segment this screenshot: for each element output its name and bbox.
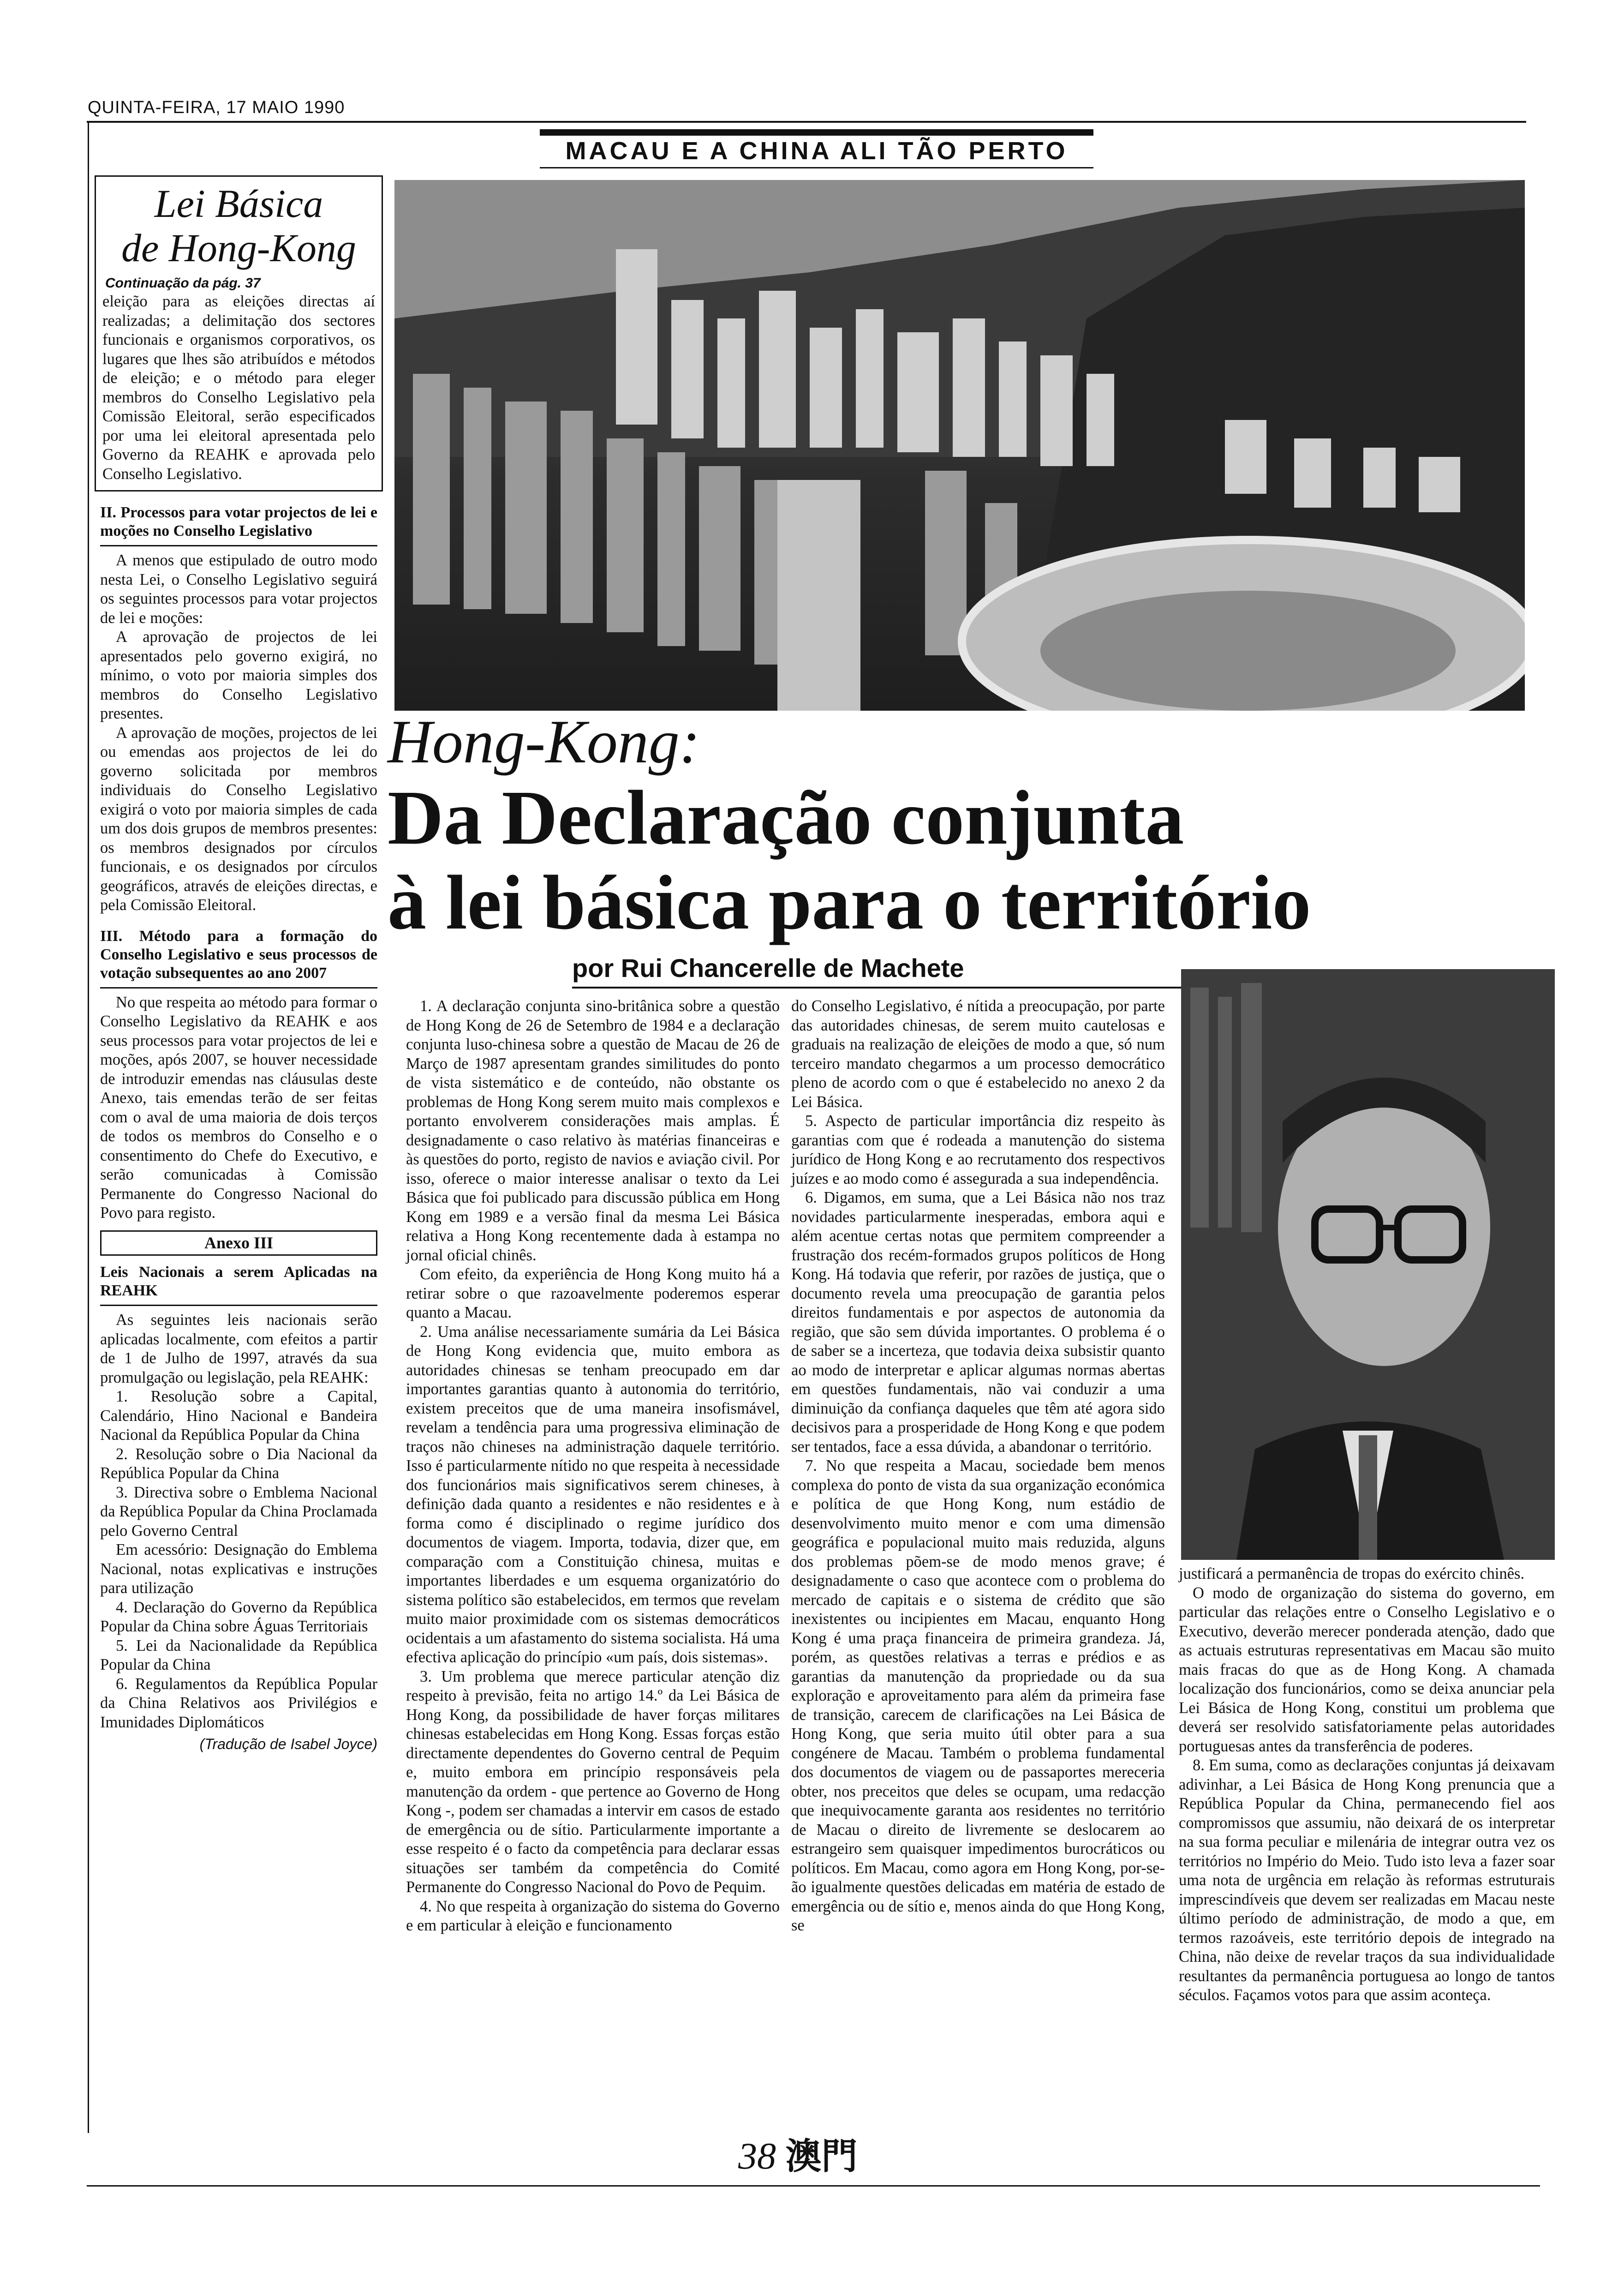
article-paragraph: justificará a permanência de tropas do exército chinês.	[1179, 1565, 1525, 1582]
article-headline	[388, 775, 1449, 945]
article-paragraph: 8. Em suma, como as declarações conjuntas já deixavam adivinhar, a Lei Básica de Hong Kong prenuncia que a República Popular da China, permanecendo fiel aos compromissos que assumiu, não deixará de os interpretar na sua forma peculiar e milenária de integrar outra vez os territórios no Império do Meio. Tudo isto leva a fazer soar uma nota de urgência em relação às reformas estruturais imprescindíveis que devem ser realizadas em Macau neste último período de administração, de modo a que, em termos razoáveis, este território depois de integrado na China, não deixe de revelar traços da sua individualidade resultantes da permanência portuguesa ao longo de tantos séculos. Façamos votos para que assim aconteça.	[1179, 1756, 1555, 2004]
annex-item: 4. Declaração do Governo da República Popular da China sobre Águas Territoriais	[100, 1598, 377, 1635]
article-column-3	[1179, 1564, 1555, 2095]
article-column-1	[406, 997, 780, 2091]
annex-item: 2. Resolução sobre o Dia Nacional da República Popular da China	[100, 1445, 377, 1482]
article-paragraph: 5. Aspecto de particular importância diz respeito às garantias com que é rodeada a manutenção do sistema jurídico de Hong Kong e ao recrutamento dos respectivos juízes e ao modo como é assegurada a sua independência.	[791, 1112, 1165, 1187]
annex-item: Em acessório: Designação do Emblema Nacional, notas explicativas e instruções para utilização	[100, 1541, 377, 1597]
section-title: MACAU E A CHINA ALI TÃO PERTO	[540, 137, 1093, 168]
article-paragraph: do Conselho Legislativo, é nítida a preocupação, por parte das autoridades chinesas, de serem muito cautelosas e graduais na realização de eleições de modo a que, só num terceiro mandato chegarmos a um processo democrático pleno de acordo com o que é estabelecido no anexo 2 da Lei Básica.	[791, 997, 1165, 1111]
annex-intro: As seguintes leis nacionais serão aplicadas localmente, com efeitos a partir de 1 de Julho de 1997, através da sua promulgação ou legislação, pela REAHK:	[100, 1311, 377, 1386]
continuation-note: Continuação da pág. 37	[105, 276, 261, 291]
article-paragraph: 3. Um problema que merece particular atenção diz respeito à previsão, feita no artigo 14.º da Lei Básica de Hong Kong, da possibilidade de haver forças militares chinesas estabelecidas em Hong Kong. Essas forças estão directamente dependentes do Governo central de Pequim e, muito embora em princípio responsáveis pela manutenção da ordem - que pertence ao Governo de Hong Kong -, podem ser chamadas a intervir em casos de estado de emergência ou de sítio. Particularmente importante a esse respeito é o facto da competência para declarar essas situações ser também da competência do Comité Permanente do Congresso Nacional do Povo de Pequim.	[406, 1667, 780, 1896]
city-skyline-photo	[394, 180, 1525, 711]
masthead-logo: 澳門	[785, 2136, 858, 2177]
annex-item: 5. Lei da Nacionalidade da República Popular da China	[100, 1636, 377, 1673]
annex-label: Anexo III	[100, 1230, 377, 1256]
sidebar-title-line1: Lei Básica	[154, 181, 323, 226]
sidebar-title-box	[95, 175, 383, 491]
annex-item: 1. Resolução sobre a Capital, Calendário, Hino Nacional e Bandeira Nacional da República Popular da China	[100, 1388, 377, 1444]
sidebar-title	[96, 181, 382, 270]
article-paragraph: 7. No que respeita a Macau, sociedade bem menos complexa do ponto de vista da sua organização económica e política de que Hong Kong, num estádio de desenvolvimento muito menor e com uma dimensão geográfica e populacional muito mais reduzida, alguns dos problemas põem-se de modo menos grave; é designadamente o caso que acontece com o problema do mercado de capitais e o sistema de crédito que são inexistentes ou incipientes em Macau, enquanto Hong Kong é uma praça financeira de primeira grandeza. Já, porém, as questões relativas a terras e prédios e as garantias da manutenção da propriedade ou da sua exploração e aproveitamento para além da primeira fase de transição, carecem de clarificações na Lei Básica de Hong Kong, que seria muito útil obter para a sua congénere de Macau. Também o problema fundamental dos documentos de viagem ou de passaportes mereceria obter, nos preceitos que deles se ocupam, uma redacção que inequivocamente garanta aos residentes no território de Macau o direito de livremente se deslocarem ao estrangeiro sem quaisquer impedimentos burocráticos ou políticos. Em Macau, como agora em Hong Kong, por-se-ão igualmente questões delicadas em matéria de estado de emergência ou de sítio e, menos ainda do que Hong Kong, se	[791, 1457, 1165, 1934]
sidebar-intro: eleição para as eleições directas aí realizadas; a delimitação dos sectores funcionais e organismos corporativos, os lugares que lhes são atribuídos e métodos de eleição; e o método para eleger membros do Conselho Legislativo pela Comissão Eleitoral, serão especificados por uma lei eleitoral apresentada pelo Governo da REAHK e aprovada pelo Conselho Legislativo.	[102, 293, 375, 483]
annex-heading: Leis Nacionais a serem Aplicadas na REAHK	[100, 1263, 377, 1306]
sidebar-paragraph: A aprovação de moções, projectos de lei ou emendas aos projectos de lei do governo solicitada por membros individuais do Conselho Legislativo exigirá o voto por maioria simples de cada um dos dois grupos de membros presentes: os membros designados por círculos funcionais, e os designados por círculos geográficos, através de eleições directas, e pela Comissão Eleitoral.	[100, 724, 377, 914]
page-number: 38	[738, 2135, 776, 2177]
article-kicker: Hong-Kong:	[388, 707, 700, 776]
headline-line1: Da Declaração conjunta	[388, 775, 1184, 861]
article-paragraph: Com efeito, da experiência de Hong Kong muito há a retirar sobre o que razoavelmente poderemos esperar quanto a Macau.	[406, 1265, 780, 1321]
article-paragraph: 4. No que respeita à organização do sistema do Governo e em particular à eleição e funcionamento	[406, 1897, 780, 1934]
city-skyline-illustration	[394, 180, 1525, 711]
article-paragraph: 1. A declaração conjunta sino-britânica sobre a questão de Hong Kong de 26 de Setembro de 1984 e a declaração conjunta luso-chinesa sobre a questão de Macau de 26 de Março de 1987 apresentam grandes similitudes do ponto de vista sistemático e de conteúdo, não obstante os problemas de Hong Kong serem muito mais complexos e portanto envolverem considerações mais amplas. É designadamente o caso relativo às matérias financeiras e às questões do porto, registo de navios e aviação civil. Por isso, oferece o maior interesse analisar o texto da Lei Básica que foi publicado para discussão pública em Hong Kong em 1989 e a versão final da mesma Lei Básica relativa a Hong Kong recentemente dada à estampa no jornal oficial chinês.	[406, 997, 780, 1264]
portrait-illustration	[1181, 969, 1555, 1560]
headline-line2: à lei básica para o território	[388, 860, 1311, 946]
article-column-2	[791, 997, 1165, 2091]
dateline: QUINTA-FEIRA, 17 MAIO 1990	[88, 98, 345, 117]
byline-rule	[572, 987, 1195, 989]
article-paragraph: 2. Uma análise necessariamente sumária da Lei Básica de Hong Kong evidencia que, muito embora as autoridades chinesas se tenham preocupado em dar importantes garantias quanto à autonomia do território, existem preceitos que de uma maneira insofismável, revelam a tendência para uma progressiva eliminação de traços não chineses na administração daquele território. Isso é particularmente nítido no que respeita à necessidade dos funcionários mais significativos serem chineses, à definição dada quanto a residentes e não residentes e à forma como é disciplinado o regime jurídico dos documentos de viagem. Importa, todavia, dizer que, em comparação com a Constituição chinesa, muitas e importantes liberdades e um esquema organizatório do sistema político são estabelecidos, em termos que revelam muito maior proximidade com os sistemas democráticos ocidentais a um afastamento do sistema socialista. Há uma efectiva aplicação do princípio «um país, dois sistemas».	[406, 1323, 780, 1666]
top-rule	[87, 121, 1526, 123]
bottom-rule	[87, 2185, 1540, 2187]
sidebar-paragraph: No que respeita ao método para formar o Conselho Legislativo da REAHK e aos seus processos para votar projectos de lei e moções, após 2007, se houver necessidade de introduzir emendas nas cláusulas deste Anexo, tais emendas terão de ser feitas com o aval de uma maioria de dois terços de todos os membros do Conselho e o consentimento do Chefe do Executivo, e serão comunicadas à Comissão Permanente do Congresso Nacional do Povo para registo.	[100, 993, 377, 1222]
sidebar-paragraph: A menos que estipulado de outro modo nesta Lei, o Conselho Legislativo seguirá os seguintes processos para votar projectos de lei e moções:	[100, 551, 377, 627]
sidebar-title-line2: de Hong-Kong	[121, 226, 356, 270]
annex-item: 3. Directiva sobre o Emblema Nacional da República Popular da China Proclamada pelo Governo Central	[100, 1483, 377, 1540]
section-bar	[540, 129, 1093, 136]
sidebar	[95, 175, 383, 1989]
sidebar-heading-2: II. Processos para votar projectos de lei e moções no Conselho Legislativo	[100, 503, 377, 546]
article-paragraph: O modo de organização do sistema do governo, em particular das relações entre o Conselho Legislativo e o Executivo, deverão merecer ponderada atenção, dado que as actuais estruturas representativas em Macau são muito mais fracas do que as de Hong Kong. A chamada localização dos funcionários, como se deixa anunciar pela Lei Básica de Hong Kong, constitui um problema que deverá ser resolvido satisfatoriamente pelas autoridades portuguesas antes da transferência de poderes.	[1179, 1584, 1555, 1755]
left-rule	[88, 121, 89, 2133]
sidebar-heading-3: III. Método para a formação do Conselho Legislativo e seus processos de votação subsequentes ao ano 2007	[100, 927, 377, 989]
annex-item: 6. Regulamentos da República Popular da China Relativos aos Privilégios e Imunidades Diplomáticos	[100, 1675, 377, 1731]
author-portrait	[1181, 969, 1555, 1560]
sidebar-paragraph: A aprovação de projectos de lei apresentados pelo governo exigirá, no mínimo, o voto por maioria simples dos membros do Conselho Legislativo presentes.	[100, 628, 377, 722]
article-paragraph: 6. Digamos, em suma, que a Lei Básica não nos traz novidades particularmente inesperadas, embora aqui e além acentue certas notas que permitem compreender a frustração dos recém-formados grupos políticos de Hong Kong. Há todavia que referir, por razões de justiça, que o documento revela uma preocupação de garantia pelos direitos fundamentais e por aspectos de autonomia da região, que são sem dúvida importantes. O problema é o de saber se a incerteza, que todavia deixa subsistir quanto ao modo de interpretar e aplicar algumas normas abertas em questões fundamentais, não vai conduzir a uma diminuição da confiança daqueles que têm até agora sido decisivos para a prosperidade de Hong Kong e que podem ser tentados, face a essa dúvida, a abandonar o território.	[791, 1189, 1165, 1456]
translation-credit: (Tradução de Isabel Joyce)	[199, 1736, 377, 1752]
page-folio	[738, 2127, 858, 2179]
byline: por Rui Chancerelle de Machete	[572, 953, 964, 983]
